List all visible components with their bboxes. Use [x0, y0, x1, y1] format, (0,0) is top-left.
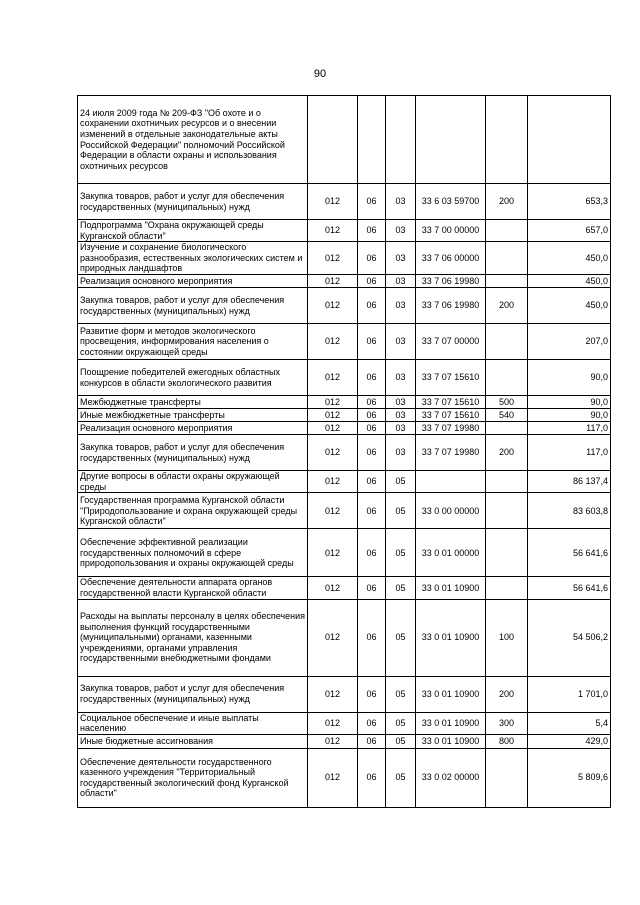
section-code-cell: 06	[358, 712, 386, 734]
section-code-cell: 06	[358, 577, 386, 599]
target-article-cell: 33 7 06 19980	[416, 275, 486, 288]
row-name-cell: Обеспечение деятельности государственного казенного учреждения "Территориальный государственный экологический фонд Курганской области"	[78, 748, 308, 807]
row-name-cell: Государственная программа Курганской области "Природопользование и охрана окружающей среды Курганской области"	[78, 493, 308, 529]
row-name-cell: Обеспечение эффективной реализации государственных полномочий в сфере природопользования и охраны окружающей среды	[78, 529, 308, 577]
table-row	[78, 396, 611, 409]
subsection-code-cell: 05	[386, 529, 416, 577]
section-code-cell: 06	[358, 435, 386, 471]
expense-type-cell	[486, 220, 528, 242]
section-code-cell: 06	[358, 275, 386, 288]
target-article-cell: 33 0 01 10900	[416, 734, 486, 748]
subsection-code-cell: 03	[386, 435, 416, 471]
target-article-cell: 33 6 03 59700	[416, 184, 486, 220]
expense-type-cell	[486, 360, 528, 396]
table-row	[78, 577, 611, 599]
section-code-cell: 06	[358, 324, 386, 360]
section-code-cell: 06	[358, 748, 386, 807]
expense-type-cell	[486, 493, 528, 529]
expense-type-cell: 200	[486, 288, 528, 324]
subsection-code-cell: 03	[386, 396, 416, 409]
table-row	[78, 422, 611, 435]
amount-cell: 117,0	[528, 422, 611, 435]
section-code-cell	[358, 96, 386, 184]
expense-type-cell	[486, 471, 528, 493]
section-code-cell: 06	[358, 184, 386, 220]
table-row	[78, 471, 611, 493]
target-article-cell	[416, 471, 486, 493]
target-article-cell: 33 7 07 00000	[416, 324, 486, 360]
row-name-cell: Реализация основного мероприятия	[78, 275, 308, 288]
row-name-cell: Межбюджетные трансферты	[78, 396, 308, 409]
expense-type-cell: 100	[486, 599, 528, 676]
ved-code-cell: 012	[308, 493, 358, 529]
subsection-code-cell: 03	[386, 409, 416, 422]
target-article-cell: 33 0 00 00000	[416, 493, 486, 529]
target-article-cell: 33 7 07 15610	[416, 409, 486, 422]
subsection-code-cell: 05	[386, 471, 416, 493]
subsection-code-cell: 03	[386, 220, 416, 242]
section-code-cell: 06	[358, 676, 386, 712]
amount-cell: 83 603,8	[528, 493, 611, 529]
row-name-cell: Закупка товаров, работ и услуг для обеспечения государственных (муниципальных) нужд	[78, 676, 308, 712]
amount-cell: 56 641,6	[528, 529, 611, 577]
table-row	[78, 220, 611, 242]
row-name-cell: Закупка товаров, работ и услуг для обеспечения государственных (муниципальных) нужд	[78, 288, 308, 324]
subsection-code-cell	[386, 96, 416, 184]
target-article-cell: 33 0 01 10900	[416, 577, 486, 599]
row-name-cell: Закупка товаров, работ и услуг для обеспечения государственных (муниципальных) нужд	[78, 184, 308, 220]
table-row	[78, 529, 611, 577]
amount-cell: 56 641,6	[528, 577, 611, 599]
target-article-cell: 33 7 06 19980	[416, 288, 486, 324]
section-code-cell: 06	[358, 288, 386, 324]
section-code-cell: 06	[358, 242, 386, 275]
row-name-cell: Реализация основного мероприятия	[78, 422, 308, 435]
ved-code-cell: 012	[308, 184, 358, 220]
ved-code-cell: 012	[308, 676, 358, 712]
ved-code-cell: 012	[308, 599, 358, 676]
table-row	[78, 324, 611, 360]
row-name-cell: Иные бюджетные ассигнования	[78, 734, 308, 748]
ved-code-cell: 012	[308, 577, 358, 599]
ved-code-cell: 012	[308, 471, 358, 493]
ved-code-cell: 012	[308, 396, 358, 409]
table-row	[78, 409, 611, 422]
subsection-code-cell: 03	[386, 324, 416, 360]
row-name-cell: Обеспечение деятельности аппарата органов государственной власти Курганской области	[78, 577, 308, 599]
expense-type-cell	[486, 96, 528, 184]
amount-cell: 450,0	[528, 275, 611, 288]
expense-type-cell: 540	[486, 409, 528, 422]
amount-cell: 429,0	[528, 734, 611, 748]
table-row	[78, 734, 611, 748]
ved-code-cell: 012	[308, 409, 358, 422]
ved-code-cell: 012	[308, 712, 358, 734]
row-name-cell: Иные межбюджетные трансферты	[78, 409, 308, 422]
ved-code-cell: 012	[308, 435, 358, 471]
amount-cell: 90,0	[528, 409, 611, 422]
expense-type-cell	[486, 577, 528, 599]
row-name-cell: Социальное обеспечение и иные выплаты населению	[78, 712, 308, 734]
table-row	[78, 288, 611, 324]
amount-cell: 450,0	[528, 288, 611, 324]
target-article-cell: 33 7 07 15610	[416, 360, 486, 396]
target-article-cell: 33 0 02 00000	[416, 748, 486, 807]
ved-code-cell: 012	[308, 422, 358, 435]
subsection-code-cell: 05	[386, 748, 416, 807]
row-name-cell: Закупка товаров, работ и услуг для обеспечения государственных (муниципальных) нужд	[78, 435, 308, 471]
expense-type-cell: 200	[486, 184, 528, 220]
subsection-code-cell: 05	[386, 493, 416, 529]
amount-cell: 657,0	[528, 220, 611, 242]
section-code-cell: 06	[358, 599, 386, 676]
expense-type-cell: 300	[486, 712, 528, 734]
row-name-cell: Поощрение победителей ежегодных областных конкурсов в области экологического развития	[78, 360, 308, 396]
ved-code-cell: 012	[308, 529, 358, 577]
target-article-cell: 33 0 01 10900	[416, 712, 486, 734]
subsection-code-cell: 03	[386, 242, 416, 275]
table-row	[78, 599, 611, 676]
ved-code-cell: 012	[308, 288, 358, 324]
amount-cell: 207,0	[528, 324, 611, 360]
subsection-code-cell: 03	[386, 275, 416, 288]
ved-code-cell: 012	[308, 324, 358, 360]
expense-type-cell: 500	[486, 396, 528, 409]
amount-cell: 54 506,2	[528, 599, 611, 676]
budget-table	[77, 95, 611, 808]
table-row	[78, 242, 611, 275]
row-name-cell: Развитие форм и методов экологического просвещения, информирования населения о состоянии окружающей среды	[78, 324, 308, 360]
amount-cell: 1 701,0	[528, 676, 611, 712]
expense-type-cell	[486, 324, 528, 360]
table-row	[78, 676, 611, 712]
section-code-cell: 06	[358, 734, 386, 748]
section-code-cell: 06	[358, 422, 386, 435]
subsection-code-cell: 05	[386, 676, 416, 712]
expense-type-cell: 200	[486, 676, 528, 712]
row-name-cell: 24 июля 2009 года № 209-ФЗ "Об охоте и о сохранении охотничьих ресурсов и о внесении изменений в отдельные законодательные акты Российской Федерации" полномочий Российской Федерации в области охраны и использования охотничьих ресурсов	[78, 96, 308, 184]
section-code-cell: 06	[358, 360, 386, 396]
ved-code-cell: 012	[308, 360, 358, 396]
table-row	[78, 184, 611, 220]
subsection-code-cell: 03	[386, 422, 416, 435]
table-row	[78, 96, 611, 184]
target-article-cell: 33 7 06 00000	[416, 242, 486, 275]
amount-cell: 450,0	[528, 242, 611, 275]
target-article-cell: 33 7 00 00000	[416, 220, 486, 242]
subsection-code-cell: 03	[386, 184, 416, 220]
budget-table-body	[78, 96, 611, 808]
row-name-cell: Подпрограмма "Охрана окружающей среды Курганской области"	[78, 220, 308, 242]
table-row	[78, 435, 611, 471]
amount-cell: 90,0	[528, 396, 611, 409]
table-row	[78, 493, 611, 529]
target-article-cell: 33 0 01 00000	[416, 529, 486, 577]
amount-cell: 5,4	[528, 712, 611, 734]
ved-code-cell: 012	[308, 734, 358, 748]
subsection-code-cell: 03	[386, 288, 416, 324]
section-code-cell: 06	[358, 409, 386, 422]
subsection-code-cell: 05	[386, 577, 416, 599]
subsection-code-cell: 05	[386, 734, 416, 748]
expense-type-cell	[486, 275, 528, 288]
page-number: 90	[313, 68, 327, 80]
subsection-code-cell: 05	[386, 712, 416, 734]
section-code-cell: 06	[358, 396, 386, 409]
expense-type-cell	[486, 529, 528, 577]
section-code-cell: 06	[358, 471, 386, 493]
amount-cell: 5 809,6	[528, 748, 611, 807]
ved-code-cell: 012	[308, 220, 358, 242]
ved-code-cell: 012	[308, 275, 358, 288]
row-name-cell: Расходы на выплаты персоналу в целях обеспечения выполнения функций государственными (муниципальными) органами, казенными учреждениями, органами управления государственными внебюджетными фондами	[78, 599, 308, 676]
target-article-cell	[416, 96, 486, 184]
ved-code-cell	[308, 96, 358, 184]
subsection-code-cell: 03	[386, 360, 416, 396]
amount-cell: 90,0	[528, 360, 611, 396]
ved-code-cell: 012	[308, 748, 358, 807]
amount-cell: 86 137,4	[528, 471, 611, 493]
target-article-cell: 33 7 07 19980	[416, 422, 486, 435]
table-row	[78, 748, 611, 807]
subsection-code-cell: 05	[386, 599, 416, 676]
target-article-cell: 33 0 01 10900	[416, 676, 486, 712]
row-name-cell: Другие вопросы в области охраны окружающей среды	[78, 471, 308, 493]
section-code-cell: 06	[358, 493, 386, 529]
table-row	[78, 360, 611, 396]
amount-cell	[528, 96, 611, 184]
expense-type-cell	[486, 422, 528, 435]
ved-code-cell: 012	[308, 242, 358, 275]
target-article-cell: 33 0 01 10900	[416, 599, 486, 676]
expense-type-cell	[486, 748, 528, 807]
table-row	[78, 712, 611, 734]
amount-cell: 117,0	[528, 435, 611, 471]
target-article-cell: 33 7 07 19980	[416, 435, 486, 471]
target-article-cell: 33 7 07 15610	[416, 396, 486, 409]
table-row	[78, 275, 611, 288]
section-code-cell: 06	[358, 220, 386, 242]
section-code-cell: 06	[358, 529, 386, 577]
expense-type-cell: 800	[486, 734, 528, 748]
expense-type-cell	[486, 242, 528, 275]
expense-type-cell: 200	[486, 435, 528, 471]
row-name-cell: Изучение и сохранение биологического разнообразия, естественных экологических систем и природных ландшафтов	[78, 242, 308, 275]
amount-cell: 653,3	[528, 184, 611, 220]
